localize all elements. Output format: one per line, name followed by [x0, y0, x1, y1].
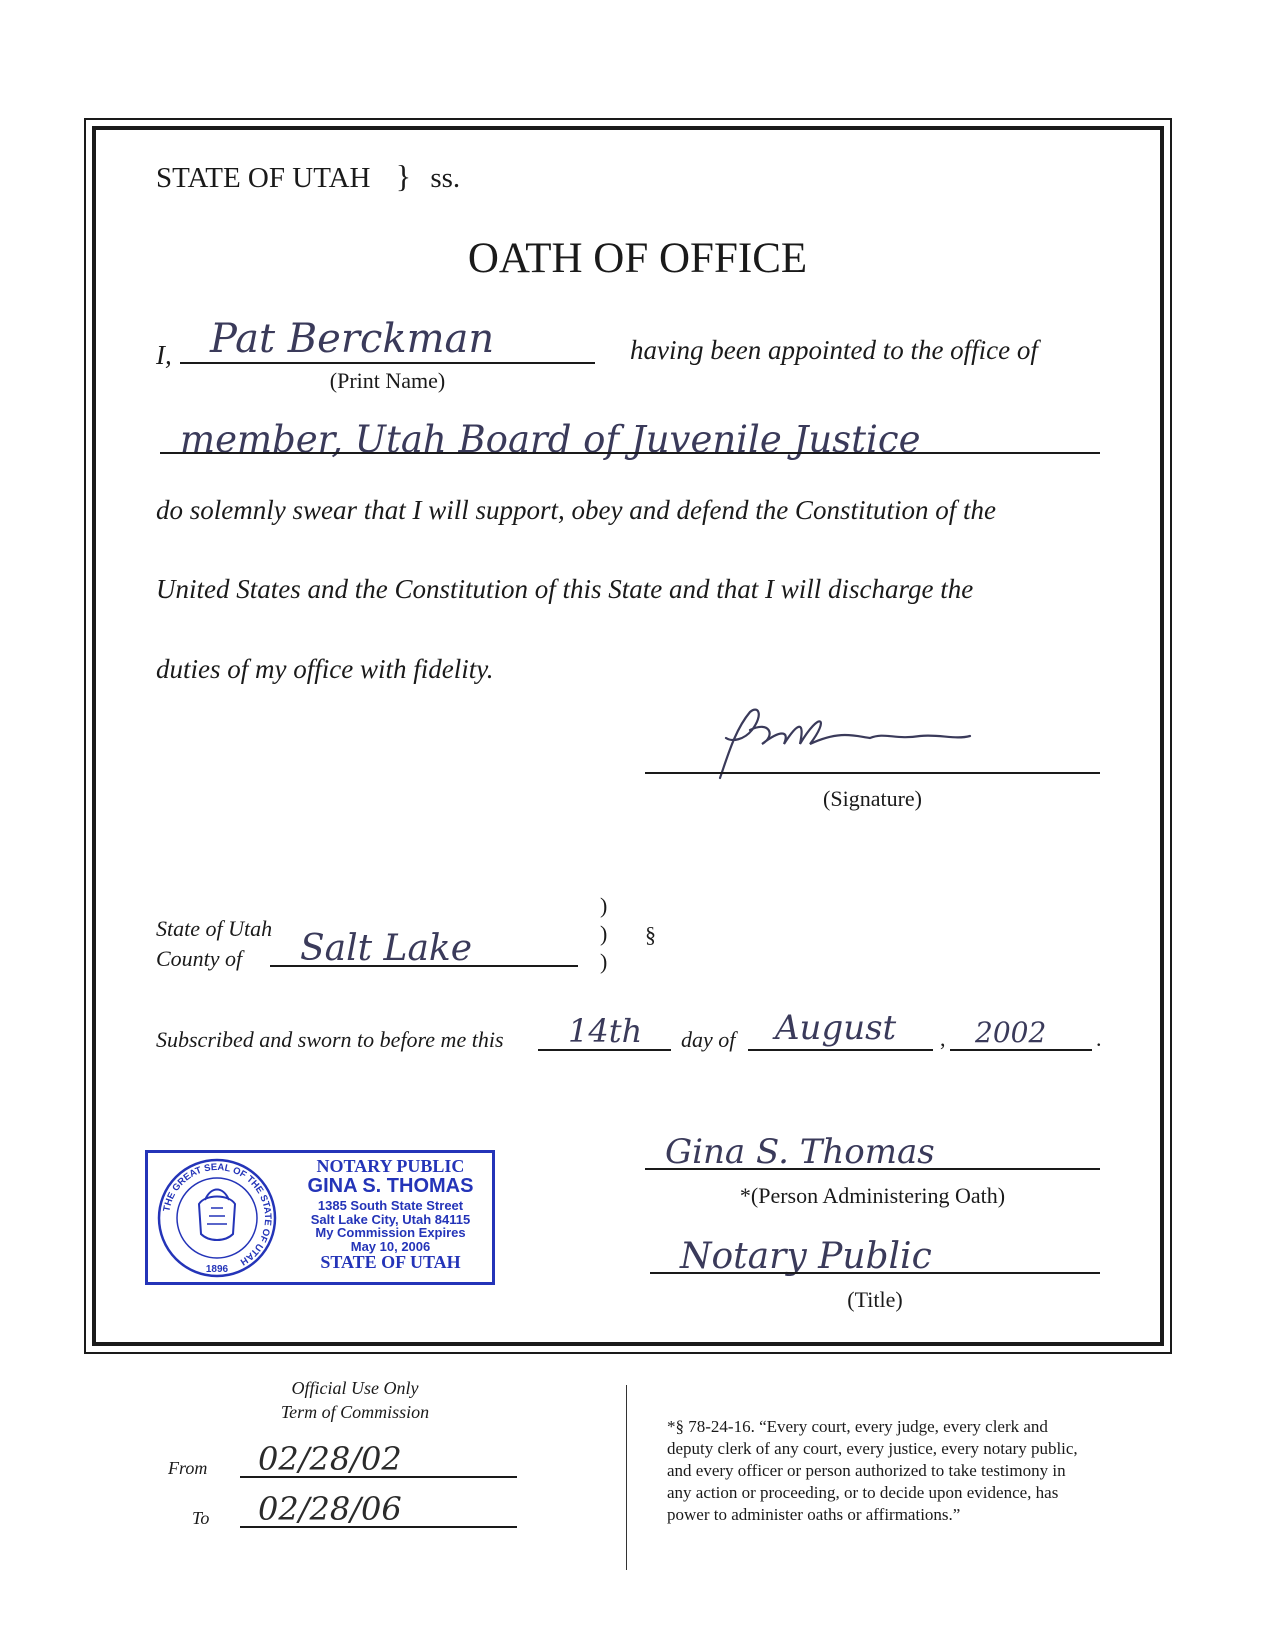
ss-abbrev: ss.	[430, 162, 461, 194]
title-line	[650, 1272, 1100, 1274]
stamp-line-state: STATE OF UTAH	[320, 1252, 461, 1273]
official-use-heading: Official Use Only	[291, 1378, 419, 1398]
subscribed-prefix: Subscribed and sworn to before me this	[156, 1027, 504, 1052]
statute-line-5: power to administer oaths or affirmations.”	[667, 1505, 961, 1524]
title-handwritten: Notary Public	[680, 1236, 932, 1277]
month-line	[748, 1049, 933, 1051]
stamp-line-notary-name: GINA S. THOMAS	[307, 1174, 474, 1197]
brace: }	[395, 158, 412, 194]
signature-caption: (Signature)	[823, 786, 922, 811]
date-comma: ,	[940, 1026, 946, 1051]
term-of-commission-heading: Term of Commission	[280, 1402, 430, 1422]
appointed-text: having been appointed to the office of	[630, 335, 1038, 365]
month-handwritten: August	[775, 1008, 897, 1048]
day-handwritten: 14th	[568, 1012, 643, 1050]
section-symbol: §	[645, 922, 656, 947]
venue-paren-1: )	[600, 893, 608, 918]
officer-signature	[680, 700, 1020, 790]
footer-divider	[626, 1385, 627, 1570]
title-caption: (Title)	[847, 1287, 903, 1312]
administrator-caption: *(Person Administering Oath)	[739, 1183, 1006, 1208]
state-line: STATE OF UTAH	[156, 162, 371, 194]
seal-text: THE GREAT SEAL OF THE STATE OF UTAH	[161, 1161, 274, 1268]
to-line	[240, 1526, 517, 1528]
stamp-line-street: 1385 South State Street	[317, 1197, 464, 1213]
oath-prefix: I,	[156, 340, 172, 370]
oath-body-line-1: do solemnly swear that I will support, obey and defend the Constitution of the	[156, 495, 996, 525]
day-line	[538, 1049, 671, 1051]
statute-citation	[667, 1416, 1078, 1526]
from-line	[240, 1476, 517, 1478]
to-label: To	[192, 1508, 210, 1528]
venue-state-label: State of Utah	[156, 916, 273, 941]
signature-line	[645, 772, 1100, 774]
seal-year: 1896	[205, 1264, 229, 1275]
statute-line-1: *§ 78-24-16. “Every court, every judge, every clerk and	[667, 1417, 1048, 1436]
venue-paren-2: )	[600, 921, 608, 946]
document-title: OATH OF OFFICE	[467, 235, 808, 282]
to-date-handwritten: 02/28/06	[258, 1490, 402, 1528]
print-name-caption: (Print Name)	[329, 368, 446, 393]
from-label: From	[168, 1458, 208, 1478]
statute-line-3: and every officer or person authorized to take testimony in	[667, 1461, 1066, 1480]
oath-body-line-2: United States and the Constitution of this State and that I will discharge the	[156, 574, 974, 604]
venue-paren-3: )	[600, 949, 608, 974]
administrator-line	[645, 1168, 1100, 1170]
day-of-label: day of	[681, 1027, 736, 1052]
year-line	[950, 1049, 1092, 1051]
notary-stamp	[145, 1150, 495, 1285]
office-line	[160, 452, 1100, 454]
venue-county-label: County of	[156, 946, 243, 971]
office-handwritten: member, Utah Board of Juvenile Justice	[180, 418, 921, 461]
stamp-line-city: Salt Lake City, Utah 84115	[310, 1211, 471, 1227]
date-period: .	[1096, 1026, 1102, 1051]
administrator-signature: Gina S. Thomas	[665, 1132, 935, 1172]
statute-line-2: deputy clerk of any court, every justice, every notary public,	[667, 1439, 1078, 1458]
state-seal-icon	[153, 1156, 281, 1280]
county-line	[270, 965, 578, 967]
oath-body-line-3: duties of my office with fidelity.	[156, 654, 494, 684]
county-handwritten: Salt Lake	[300, 928, 473, 969]
stamp-line-notary-public: NOTARY PUBLIC	[316, 1156, 465, 1176]
stamp-line-expires-label: My Commission Expires	[315, 1225, 466, 1241]
print-name-handwritten: Pat Berckman	[210, 316, 495, 362]
year-handwritten: 2002	[975, 1016, 1047, 1049]
state-heading	[156, 158, 460, 195]
from-date-handwritten: 02/28/02	[258, 1440, 402, 1478]
stamp-line-expires-date: May 10, 2006	[350, 1238, 431, 1254]
print-name-line	[180, 362, 595, 364]
statute-line-4: any action or proceeding, or to decide upon evidence, has	[667, 1483, 1059, 1502]
